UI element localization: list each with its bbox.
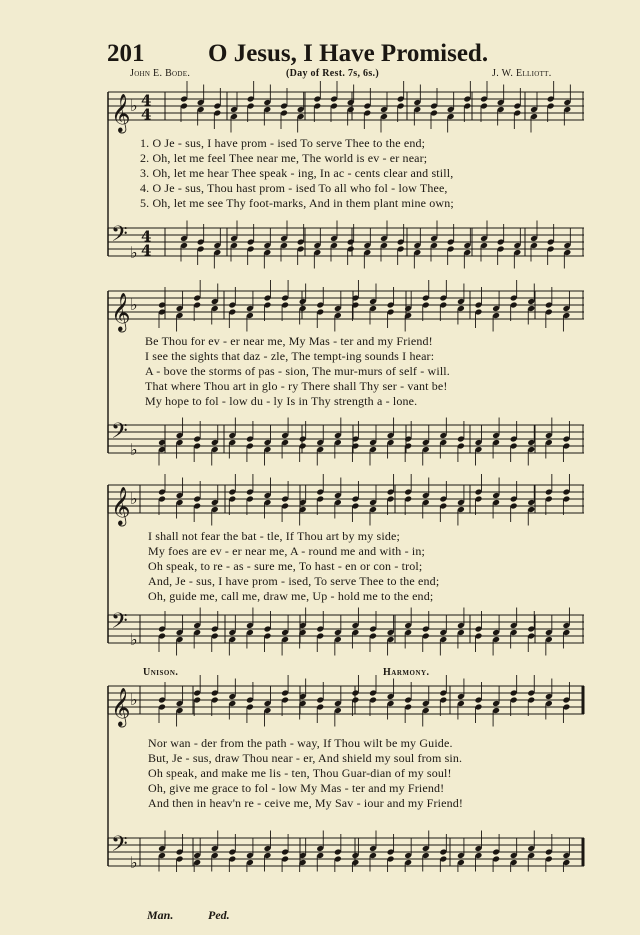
lyric-line: I see the sights that daz - zle, The tempt-ing sounds I hear: xyxy=(145,349,435,363)
time-signature-top: 4 xyxy=(141,227,152,246)
tune-meter: (Day of Rest. 7s, 6s.) xyxy=(286,68,379,79)
lyric-line: 2. Oh, let me feel Thee near me, The world is ev - er near; xyxy=(140,151,428,165)
bass-clef-icon: 𝄢 xyxy=(111,831,128,862)
bass-clef-icon: 𝄢 xyxy=(111,221,128,252)
pedal-label: Ped. xyxy=(208,908,230,922)
time-signature-bottom: 4 xyxy=(141,241,152,260)
lyric-line: Oh speak, and make me lis - ten, Thou Guar-dian of my soul! xyxy=(148,766,452,780)
key-signature-flat-icon: ♭ xyxy=(130,243,138,263)
lyric-line: 4. O Je - sus, Thou hast prom - ised To all who fol - low Thee, xyxy=(140,181,448,195)
lyricist-credit: John E. Bode. xyxy=(130,68,191,79)
key-signature-flat-icon: ♭ xyxy=(130,853,138,872)
lyric-line: My foes are ev - er near me, A - round me and with - in; xyxy=(148,544,425,558)
music-system-1 xyxy=(0,80,640,280)
lyric-line: Nor wan - der from the path - way, If Thou wilt be my Guide. xyxy=(148,736,453,750)
key-signature-flat-icon: ♭ xyxy=(130,95,138,115)
key-signature-flat-icon: ♭ xyxy=(130,488,138,508)
hymn-number: 201 xyxy=(107,40,145,67)
lyric-line: 5. Oh, let me see Thy foot-marks, And in them plant mine own; xyxy=(140,196,454,210)
manual-label: Man. xyxy=(147,908,174,922)
treble-clef-icon: 𝄞 xyxy=(111,687,131,726)
lyric-line: That where Thou art in glo - ry There shall Thy ser - vant be! xyxy=(145,379,448,393)
treble-clef-icon: 𝄞 xyxy=(111,93,131,132)
key-signature-flat-icon: ♭ xyxy=(130,689,138,709)
unison-marking: Unison. xyxy=(143,667,179,678)
time-signature-bottom: 4 xyxy=(141,105,152,124)
treble-clef-icon: 𝄞 xyxy=(111,292,131,331)
lyric-line: 3. Oh, let me hear Thee speak - ing, In ac - cents clear and still, xyxy=(140,166,454,180)
lyric-line: Oh, give me grace to fol - low My Mas - ter and my Friend! xyxy=(148,781,445,795)
harmony-marking: Harmony. xyxy=(383,667,430,678)
lyric-line: Oh speak, to re - as - sure me, To hast - en or con - trol; xyxy=(148,559,423,573)
lyric-line: And, Je - sus, I have prom - ised, To serve Thee to the end; xyxy=(148,574,440,588)
lyric-line: Be Thou for ev - er near me, My Mas - ter and my Friend! xyxy=(145,334,433,348)
key-signature-flat-icon: ♭ xyxy=(130,630,138,650)
lyric-line: Oh, guide me, call me, draw me, Up - hold me to the end; xyxy=(148,589,434,603)
time-signature-top: 4 xyxy=(141,91,152,110)
lyric-line: And then in heav'n re - ceive me, My Sav - iour and my Friend! xyxy=(148,796,464,810)
lyric-line: 1. O Je - sus, I have prom - ised To serve Thee to the end; xyxy=(140,136,426,150)
key-signature-flat-icon: ♭ xyxy=(130,294,138,314)
composer-credit: J. W. Elliott. xyxy=(492,68,552,79)
treble-clef-icon: 𝄞 xyxy=(111,486,131,525)
lyric-line: I shall not fear the bat - tle, If Thou art by my side; xyxy=(148,529,400,543)
key-signature-flat-icon: ♭ xyxy=(130,440,138,460)
lyric-line: But, Je - sus, draw Thou near - er, And shield my soul from sin. xyxy=(148,751,463,765)
bass-clef-icon: 𝄢 xyxy=(111,608,128,639)
hymn-title: O Jesus, I Have Promised. xyxy=(208,40,489,67)
lyric-line: My hope to fol - low du - ly Is in Thy strength a - lone. xyxy=(145,394,418,408)
lyric-line: A - bove the storms of pas - sion, The mur-murs of self - will. xyxy=(145,364,450,378)
bass-clef-icon: 𝄢 xyxy=(111,418,128,449)
